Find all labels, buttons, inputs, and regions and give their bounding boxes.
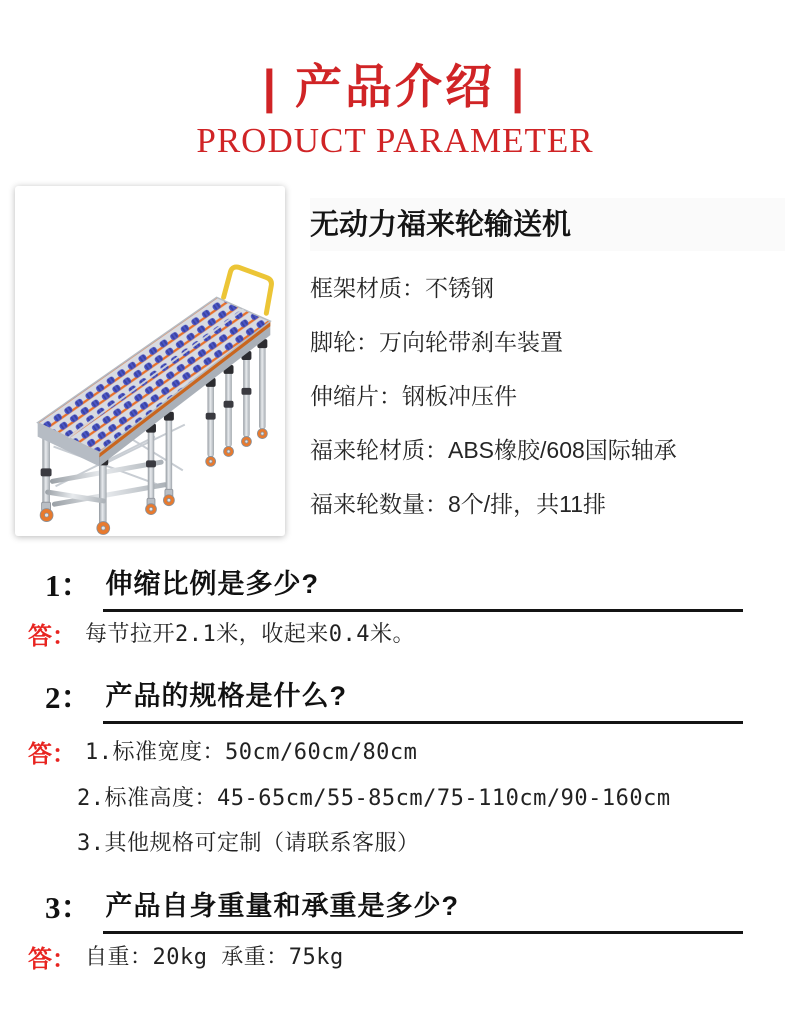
answer-1-text: 每节拉开2.1米，收起来0.4米。 [85, 622, 415, 647]
spec-column [310, 198, 785, 531]
question-2-underline [103, 674, 743, 724]
question-1-number: 1： [45, 568, 92, 603]
conveyor-product-photo [15, 186, 285, 536]
spec-casters: 脚轮：万向轮带刹车装置 [310, 329, 563, 355]
product-name: 无动力福来轮输送机 [310, 198, 785, 251]
answer-2-text-1: 1.标准宽度：50cm/60cm/80cm [85, 740, 418, 765]
spec-frame-material: 框架材质：不锈钢 [310, 275, 494, 301]
answer-label: 答： [28, 741, 76, 768]
answer-2-text-2: 2.标准高度：45-65cm/55-85cm/75-110cm/90-160cm [77, 786, 671, 811]
answer-2-text-3: 3.其他规格可定制（请联系客服） [77, 831, 420, 856]
page-title-chinese: | 产品介绍 | [262, 60, 528, 113]
answer-2-line-3 [77, 825, 420, 857]
spec-list [310, 261, 785, 531]
page-title-english: PRODUCT PARAMETER [196, 121, 594, 160]
answer-3-text: 自重：20kg 承重：75kg [85, 945, 344, 970]
question-3-text: 产品自身重量和承重是多少? [105, 891, 459, 921]
spec-telescopic-plate: 伸缩片：钢板冲压件 [310, 383, 517, 409]
product-photo-card [15, 186, 285, 536]
question-2 [45, 672, 743, 724]
answer-2-line-1 [28, 734, 417, 769]
question-2-number: 2： [45, 680, 92, 715]
answer-2-line-2 [77, 780, 671, 812]
spec-wheel-count: 福来轮数量：8个/排，共11排 [310, 491, 607, 517]
answer-3 [28, 939, 344, 974]
question-1-text: 伸缩比例是多少? [105, 569, 319, 599]
answer-label: 答： [28, 623, 76, 650]
question-1-underline [103, 562, 743, 612]
answer-1 [28, 616, 415, 651]
question-3-underline [103, 884, 743, 934]
question-2-text: 产品的规格是什么? [105, 681, 347, 711]
question-1 [45, 560, 743, 612]
question-3-number: 3： [45, 890, 92, 925]
answer-label: 答： [28, 946, 76, 973]
question-3 [45, 882, 743, 934]
spec-wheel-material: 福来轮材质：ABS橡胶/608国际轴承 [310, 437, 677, 463]
